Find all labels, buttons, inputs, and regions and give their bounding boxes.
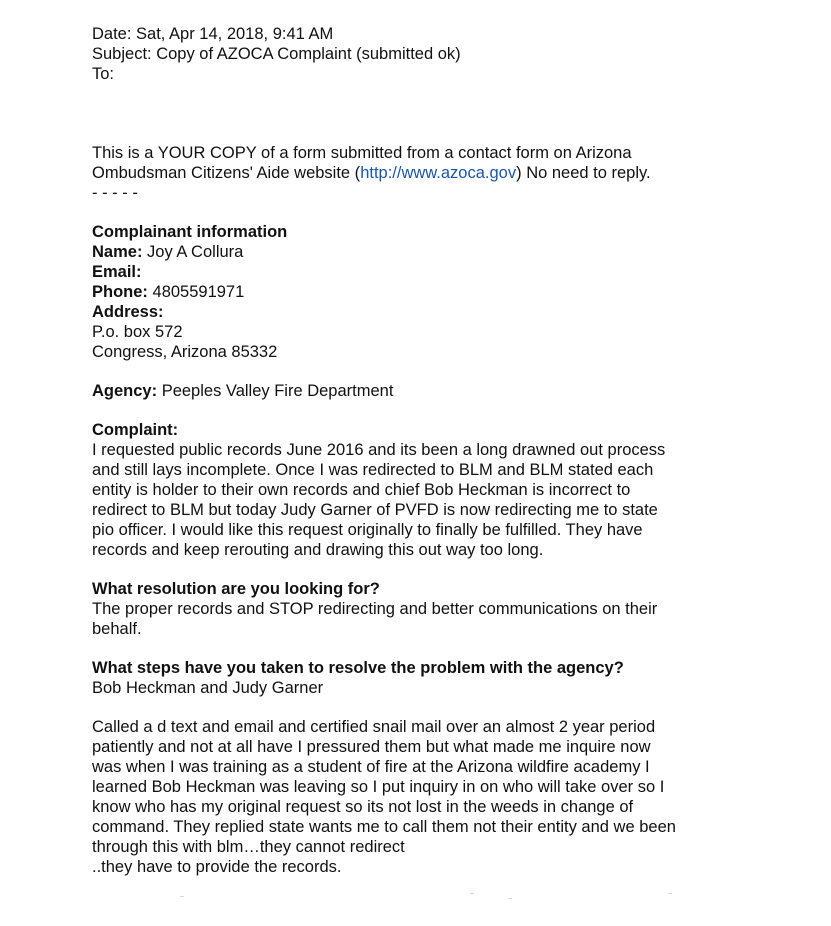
steps-contacts: Bob Heckman and Judy Garner: [92, 679, 324, 697]
email-document: [92, 24, 812, 877]
steps-line: know who has my original request so its not lost in the weeds in change of: [92, 798, 634, 816]
email-row: [92, 262, 812, 282]
email-label: Email:: [92, 263, 142, 281]
steps-label: What steps have you taken to resolve the problem with the agency?: [92, 659, 624, 677]
address-label: Address:: [92, 303, 164, 321]
steps-line: patiently and not at all have I pressured them but what made me inquire now: [92, 738, 651, 756]
steps-line: learned Bob Heckman was leaving so I put inquiry in on who will take over so I: [92, 778, 665, 796]
phone-value: 4805591971: [152, 283, 245, 301]
name-label: Name:: [92, 243, 143, 261]
scan-artifact: [508, 898, 512, 899]
separator: - - - - -: [92, 184, 138, 202]
complaint-line: pio officer. I would like this request originally to finally be fulfilled. They have: [92, 521, 643, 539]
intro-paragraph: [92, 143, 812, 203]
complaint-line: and still lays incomplete. Once I was redirected to BLM and BLM stated each: [92, 461, 654, 479]
steps-line: was when I was training as a student of fire at the Arizona wildfire academy I: [92, 758, 650, 776]
agency-row: [92, 381, 812, 401]
resolution-section: [92, 579, 812, 639]
name-value: Joy A Collura: [147, 243, 244, 261]
phone-row: [92, 282, 812, 302]
complaint-line: I requested public records June 2016 and its been a long drawned out process: [92, 441, 666, 459]
steps-line: command. They replied state wants me to call them not their entity and we been: [92, 818, 676, 836]
complaint-section: [92, 420, 812, 560]
address-line-1: P.o. box 572: [92, 323, 183, 341]
complaint-line: redirect to BLM but today Judy Garner of PVFD is now redirecting me to state: [92, 501, 658, 519]
steps-section: [92, 658, 812, 877]
steps-line: Called a d text and email and certified snail mail over an almost 2 year period: [92, 718, 656, 736]
intro-line-1: This is a YOUR COPY of a form submitted from a contact form on Arizona: [92, 144, 632, 162]
phone-label: Phone:: [92, 283, 148, 301]
complaint-line: records and keep rerouting and drawing this out way too long.: [92, 541, 544, 559]
agency-section: [92, 381, 812, 401]
complainant-heading: Complainant information: [92, 223, 288, 241]
agency-label: Agency:: [92, 382, 158, 400]
email-header: [92, 24, 812, 84]
email-subject: Subject: Copy of AZOCA Complaint (submitted ok): [92, 45, 461, 63]
scan-artifact: [180, 896, 184, 897]
scan-artifact: [470, 893, 474, 894]
intro-line-2: Ombudsman Citizens' Aide website (http://www.azoca.gov) No need to reply.: [92, 164, 651, 182]
azoca-link[interactable]: http://www.azoca.gov: [360, 164, 517, 182]
steps-line: ..they have to provide the records.: [92, 858, 342, 876]
steps-line: through this with blm…they cannot redirect: [92, 838, 405, 856]
address-line-2: Congress, Arizona 85332: [92, 343, 278, 361]
resolution-line: behalf.: [92, 620, 142, 638]
resolution-label: What resolution are you looking for?: [92, 580, 380, 598]
name-row: [92, 242, 812, 262]
email-to: To:: [92, 65, 115, 83]
email-date: Date: Sat, Apr 14, 2018, 9:41 AM: [92, 25, 334, 43]
resolution-line: The proper records and STOP redirecting and better communications on their: [92, 600, 658, 618]
agency-value: Peeples Valley Fire Department: [161, 382, 394, 400]
complaint-line: entity is holder to their own records and chief Bob Heckman is incorrect to: [92, 481, 631, 499]
complaint-label: Complaint:: [92, 421, 179, 439]
complainant-section: [92, 222, 812, 362]
scan-artifact: [668, 893, 672, 894]
